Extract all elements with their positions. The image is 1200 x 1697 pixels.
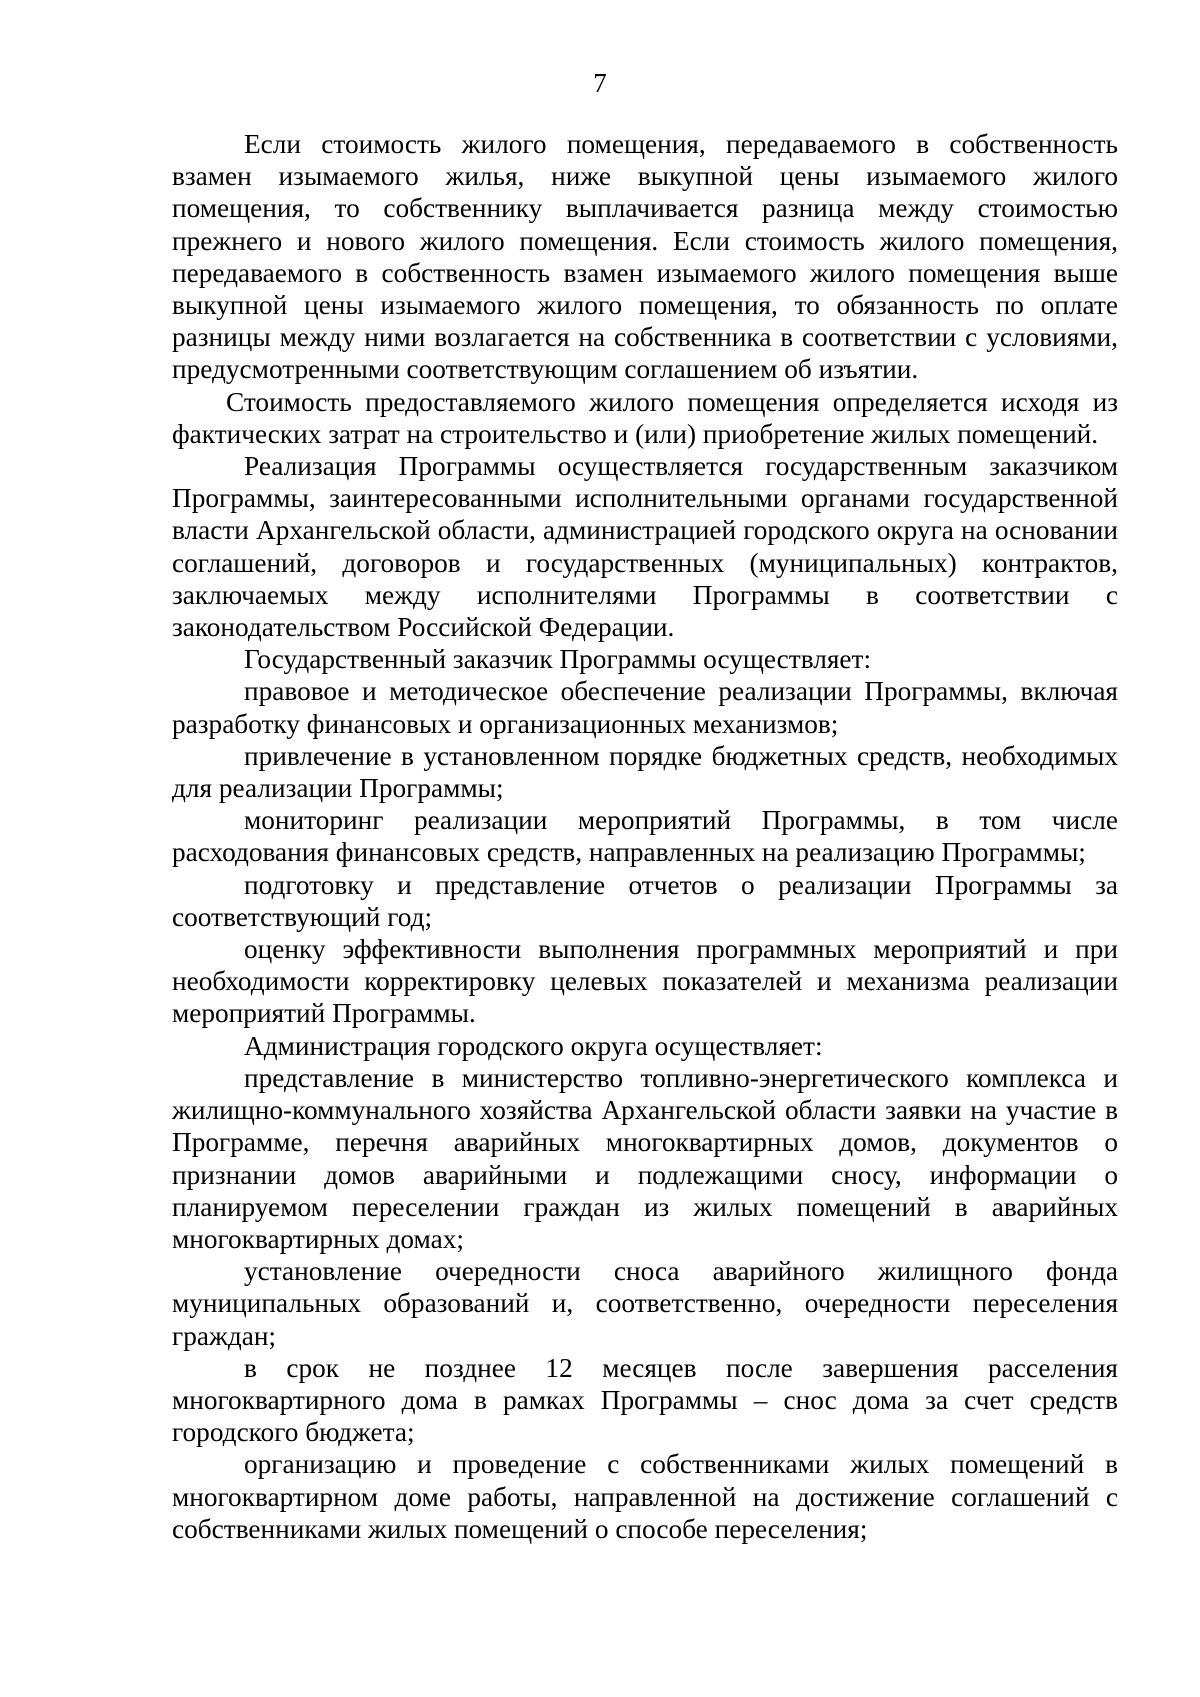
document-body [172,128,1118,1545]
list-item-legal-support: правовое и методическое обеспечение реализации Программы, включая разработку финансовых и организационных механизмов; [172,676,1118,739]
page-number: 7 [593,68,607,98]
list-item-application: представление в министерство топливно-энергетического комплекса и жилищно-коммунального хозяйства Архангельской области заявки на участие в Программе, перечня аварийных многоквартирных домов, документов о признании домов аварийными и подлежащими сносу, информации о планируемом переселении граждан из жилых помещений в аварийных многоквартирных домах; [172,1062,1118,1254]
paragraph-administration-duties-heading: Администрация городского округа осуществляет: [244,1030,823,1061]
paragraph-program-implementation: Реализация Программы осуществляется государственным заказчиком Программы, заинтересованными исполнительными органами государственной власти Архангельской области, администрацией городского округа на основании соглашений, договоров и государственных (муниципальных) контрактов, заключаемых между исполнителями Программы в соответствии с законодательством Российской Федерации. [172,451,1118,643]
list-item-monitoring: мониторинг реализации мероприятий Программы, в том числе расходования финансовых средств, направленных на реализацию Программы; [172,805,1118,868]
list-item-demolition-order: установление очередности сноса аварийного жилищного фонда муниципальных образований и, соответственно, очередности переселения граждан; [172,1256,1118,1351]
paragraph-price-difference: Если стоимость жилого помещения, передаваемого в собственность взамен изымаемого жилья, ниже выкупной цены изымаемого жилого помещения, то собственнику выплачивается разница между стоимостью прежнего и нового жилого помещения. Если стоимость жилого помещения, передаваемого в собственность взамен изымаемого жилого помещения выше выкупной цены изымаемого жилого помещения, то обязанность по оплате разницы между ними возлагается на собственника в соответствии с условиями, предусмотренными соответствующим соглашением об изъятии. [172,129,1118,385]
paragraph-customer-duties-heading: Государственный заказчик Программы осуществляет: [244,644,872,675]
list-item-efficiency: оценку эффективности выполнения программных мероприятий и при необходимости корректировку целевых показателей и механизма реализации мероприятий Программы. [172,934,1118,1029]
list-item-owner-agreements: организацию и проведение с собственниками жилых помещений в многоквартирном доме работы, направленной на достижение соглашений с собственниками жилых помещений о способе переселения; [172,1449,1118,1544]
list-item-reports: подготовку и представление отчетов о реализации Программы за соответствующий год; [172,869,1118,932]
paragraph-housing-cost: Стоимость предоставляемого жилого помещения определяется исходя из фактических затрат на строительство и (или) приобретение жилых помещений. [172,386,1118,449]
list-item-budget-funds: привлечение в установленном порядке бюджетных средств, необходимых для реализации Программы; [172,740,1118,804]
list-item-demolition-deadline: в срок не позднее 12 месяцев после завершения расселения многоквартирного дома в рамках Программы – снос дома за счет средств городского бюджета; [172,1352,1118,1448]
